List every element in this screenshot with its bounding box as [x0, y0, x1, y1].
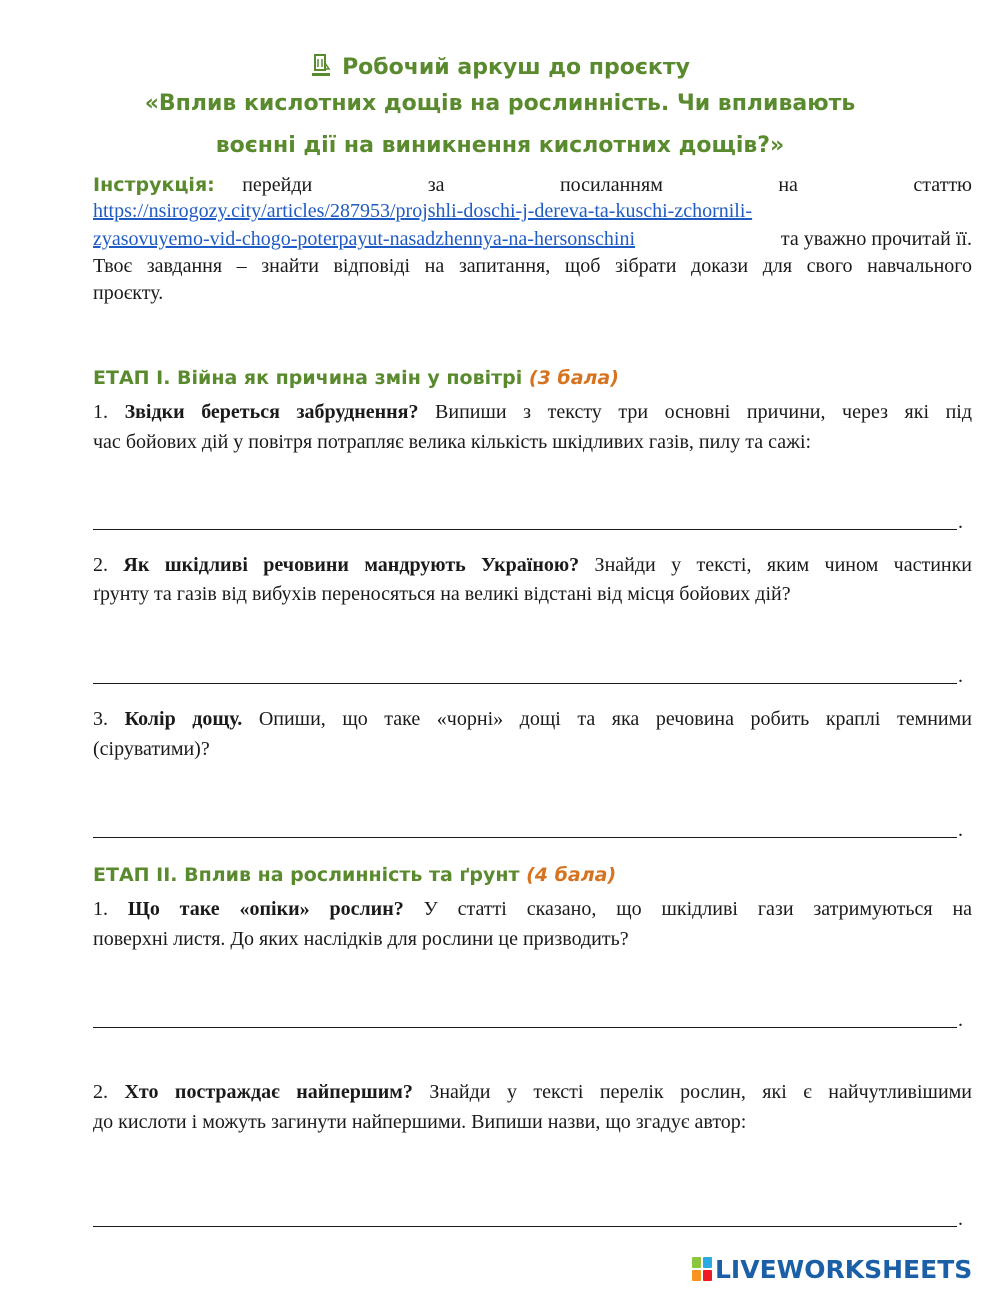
question-1-1-line-2: час бойових дій у повітря потрапляє велика кількість шкідливих газів, пилу та сажі: [93, 431, 812, 453]
answer-line-1-2[interactable] [93, 683, 957, 684]
instruction-after-link: та уважно прочитай її. [780, 228, 972, 250]
answer-end-dot: . [958, 1009, 963, 1031]
stage-1-heading: ЕТАП І. Війна як причина змін у повітрі (3 бала) [93, 367, 619, 389]
question-1-2-line-1: 2. Як шкідливі речовини мандрують Україною? Знайди у тексті, яким чином частинки [93, 554, 973, 576]
instruction-line-5: проєкту. [93, 282, 164, 304]
instruction-line-1 [93, 172, 972, 199]
instruction-label: Інструкція: [93, 174, 215, 196]
stage-2-points: (4 бала) [526, 864, 617, 886]
answer-end-dot: . [958, 511, 963, 533]
answer-line-1-1[interactable] [93, 529, 957, 530]
stage-2-heading: ЕТАП ІІ. Вплив на рослинність та ґрунт (4 бала) [93, 864, 617, 886]
answer-end-dot: . [958, 819, 963, 841]
instruction-text: перейди за посиланням на статтю [242, 174, 972, 196]
instruction-line-2 [93, 198, 972, 225]
question-2-2-line-1: 2. Хто постраждає найпершим? Знайди у тексті перелік рослин, які є найчутливішими [93, 1081, 973, 1103]
instruction-line-4: Твоє завдання – знайти відповіді на запитання, щоб зібрати докази для свого навчального [93, 255, 972, 277]
question-2-1-line-2: поверхні листя. До яких наслідків для рослини це призводить? [93, 928, 629, 950]
liveworksheets-logo [692, 1254, 992, 1284]
logo-mark-icon [692, 1257, 712, 1281]
article-link-part-2[interactable]: zyasovuyemo-vid-chogo-poterpayut-nasadzhennya-na-hersonschini [93, 228, 636, 250]
question-2-2-title: Хто постраждає найпершим? [124, 1081, 413, 1103]
question-1-1-title: Звідки береться забруднення? [124, 401, 419, 423]
worksheet-title-line-2: «Вплив кислотних дощів на рослинність. Чи впливають [144, 91, 856, 116]
question-1-3-title: Колір дощу. [124, 708, 243, 730]
question-2-1-line-1: 1. Що таке «опіки» рослин? У статті сказано, що шкідливі гази затримуються на [93, 898, 973, 920]
answer-line-2-2[interactable] [93, 1226, 957, 1227]
logo-text: LIVEWORKSHEETS [715, 1254, 973, 1284]
question-2-1-title: Що таке «опіки» рослин? [127, 898, 404, 920]
logo-square-1 [692, 1257, 701, 1268]
worksheet-title-line-1: Робочий аркуш до проєкту [0, 53, 1000, 83]
document-icon [310, 53, 332, 77]
answer-end-dot: . [958, 665, 963, 687]
question-1-3-line-1: 3. Колір дощу. Опиши, що таке «чорні» дощі та яка речовина робить краплі темними [93, 708, 972, 730]
article-link-part-1[interactable]: https://nsirogozy.city/articles/287953/projshli-doschi-j-dereva-ta-kuschi-zchornili- [93, 200, 753, 222]
question-1-3-line-2: (сіруватими)? [93, 738, 210, 760]
logo-square-2 [703, 1257, 712, 1268]
question-1-1-line-1: 1. Звідки береться забруднення? Випиши з тексту три основні причини, через які під [93, 401, 973, 423]
instruction-line-3 [93, 226, 972, 253]
worksheet-title-line-3: воєнні дії на виникнення кислотних дощів?» [215, 133, 785, 158]
question-1-2-title: Як шкідливі речовини мандрують Україною? [123, 554, 580, 576]
logo-square-3 [692, 1270, 701, 1281]
answer-line-1-3[interactable] [93, 837, 957, 838]
question-2-2-line-2: до кислоти і можуть загинути найпершими. Випиши назви, що згадує автор: [93, 1111, 747, 1133]
answer-line-2-1[interactable] [93, 1027, 957, 1028]
answer-end-dot: . [958, 1208, 963, 1230]
logo-square-4 [703, 1270, 712, 1281]
question-1-2-line-2: ґрунту та газів від вибухів переносяться на великі відстані від місця бойових дій? [93, 583, 791, 605]
stage-1-points: (3 бала) [528, 367, 619, 389]
